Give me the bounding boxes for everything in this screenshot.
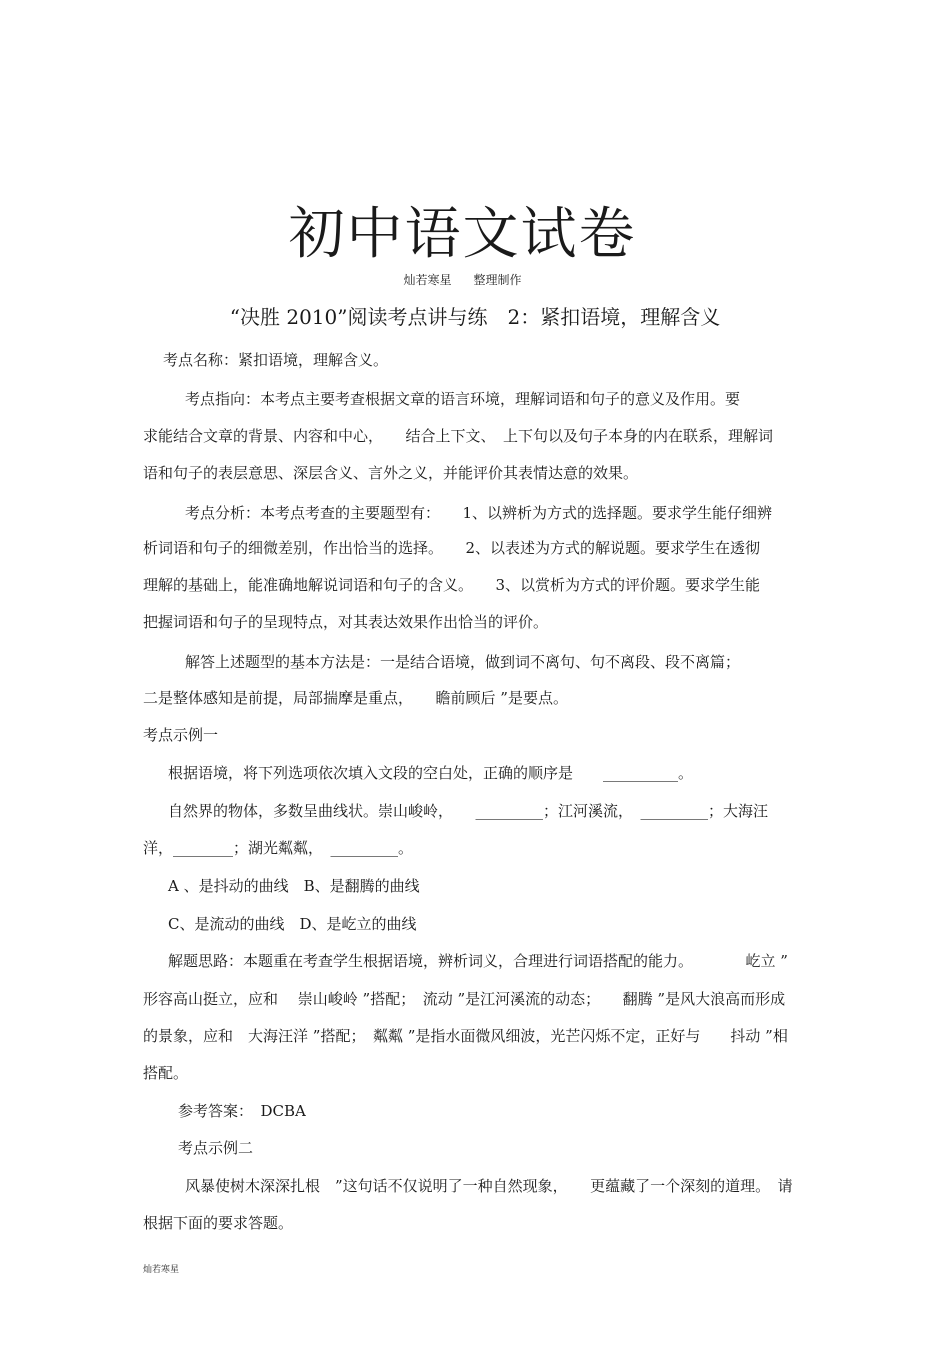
section-heading: 考点示例一 xyxy=(143,726,219,744)
paragraph-line: 的景象，应和 大海汪洋 ”搭配； 粼粼 ”是指水面微风细波，光芒闪烁不定，正好与 抖动 ”相 xyxy=(143,1027,788,1045)
paragraph-line: 二是整体感知是前提，局部揣摩是重点， 瞻前顾后 ”是要点。 xyxy=(143,689,568,707)
subtitle: “决胜 2010”阅读考点讲与练 2：紧扣语境，理解含义 xyxy=(229,305,721,329)
paragraph-line: 搭配。 xyxy=(143,1064,189,1082)
paragraph-line: 洋，________；湖光粼粼， _________。 xyxy=(143,839,414,857)
byline-author: 灿若寒星 xyxy=(403,273,452,287)
paragraph-line: 形容高山挺立，应和 崇山峻岭 ”搭配； 流动 ”是江河溪流的动态； 翻腾 ”是风大浪高而形成 xyxy=(143,990,786,1008)
paragraph-line: 解题思路：本题重在考查学生根据语境，辨析词义，合理进行词语搭配的能力。 屹立 ” xyxy=(168,952,788,970)
paragraph-line: 根据语境，将下列选项依次填入文段的空白处，正确的顺序是 __________。 xyxy=(168,764,694,782)
paragraph-line: 考点指向：本考点主要考查根据文章的语言环境，理解词语和句子的意义及作用。要 xyxy=(185,390,741,408)
paragraph-line: 求能结合文章的背景、内容和中心， 结合上下文、 上下句以及句子本身的内在联系，理解词 xyxy=(143,427,774,445)
paragraph-line: 考点分析：本考点考查的主要题型有： 1、以辨析为方式的选择题。要求学生能仔细辨 xyxy=(185,504,773,522)
paragraph-line: 自然界的物体，多数呈曲线状。崇山峻岭， _________；江河溪流， _________；大海汪 xyxy=(168,802,769,820)
page-title: 初中语文试卷 xyxy=(288,202,637,267)
paragraph-line: 把握词语和句子的呈现特点，对其表达效果作出恰当的评价。 xyxy=(143,613,549,631)
paragraph-line: 理解的基础上，能准确地解说词语和句子的含义。 3、以赏析为方式的评价题。要求学生能 xyxy=(143,576,761,594)
paragraph-line: 析词语和句子的细微差别，作出恰当的选择。 2、以表述为方式的解说题。要求学生在透彻 xyxy=(143,539,761,557)
section-heading: 考点示例二 xyxy=(178,1139,254,1157)
paragraph-line: 语和句子的表层意思、深层含义、言外之义，并能评价其表情达意的效果。 xyxy=(143,464,639,482)
byline-role: 整理制作 xyxy=(473,273,522,287)
paragraph-line: 解答上述题型的基本方法是：一是结合语境，做到词不离句、句不离段、段不离篇； xyxy=(185,653,741,671)
paragraph-line: 考点名称：紧扣语境，理解含义。 xyxy=(163,351,389,369)
paragraph-line: 根据下面的要求答题。 xyxy=(143,1214,294,1232)
option-line: C、是流动的曲线 D、是屹立的曲线 xyxy=(168,915,417,933)
page-footer: 灿若寒星 xyxy=(143,1265,180,1275)
answer-line: 参考答案： DCBA xyxy=(178,1102,306,1120)
option-line: A 、是抖动的曲线 B、是翻腾的曲线 xyxy=(168,877,420,895)
paragraph-line: 风暴使树木深深扎根 ”这句话不仅说明了一种自然现象， 更蕴藏了一个深刻的道理。 请 xyxy=(185,1177,793,1195)
byline xyxy=(0,272,925,288)
